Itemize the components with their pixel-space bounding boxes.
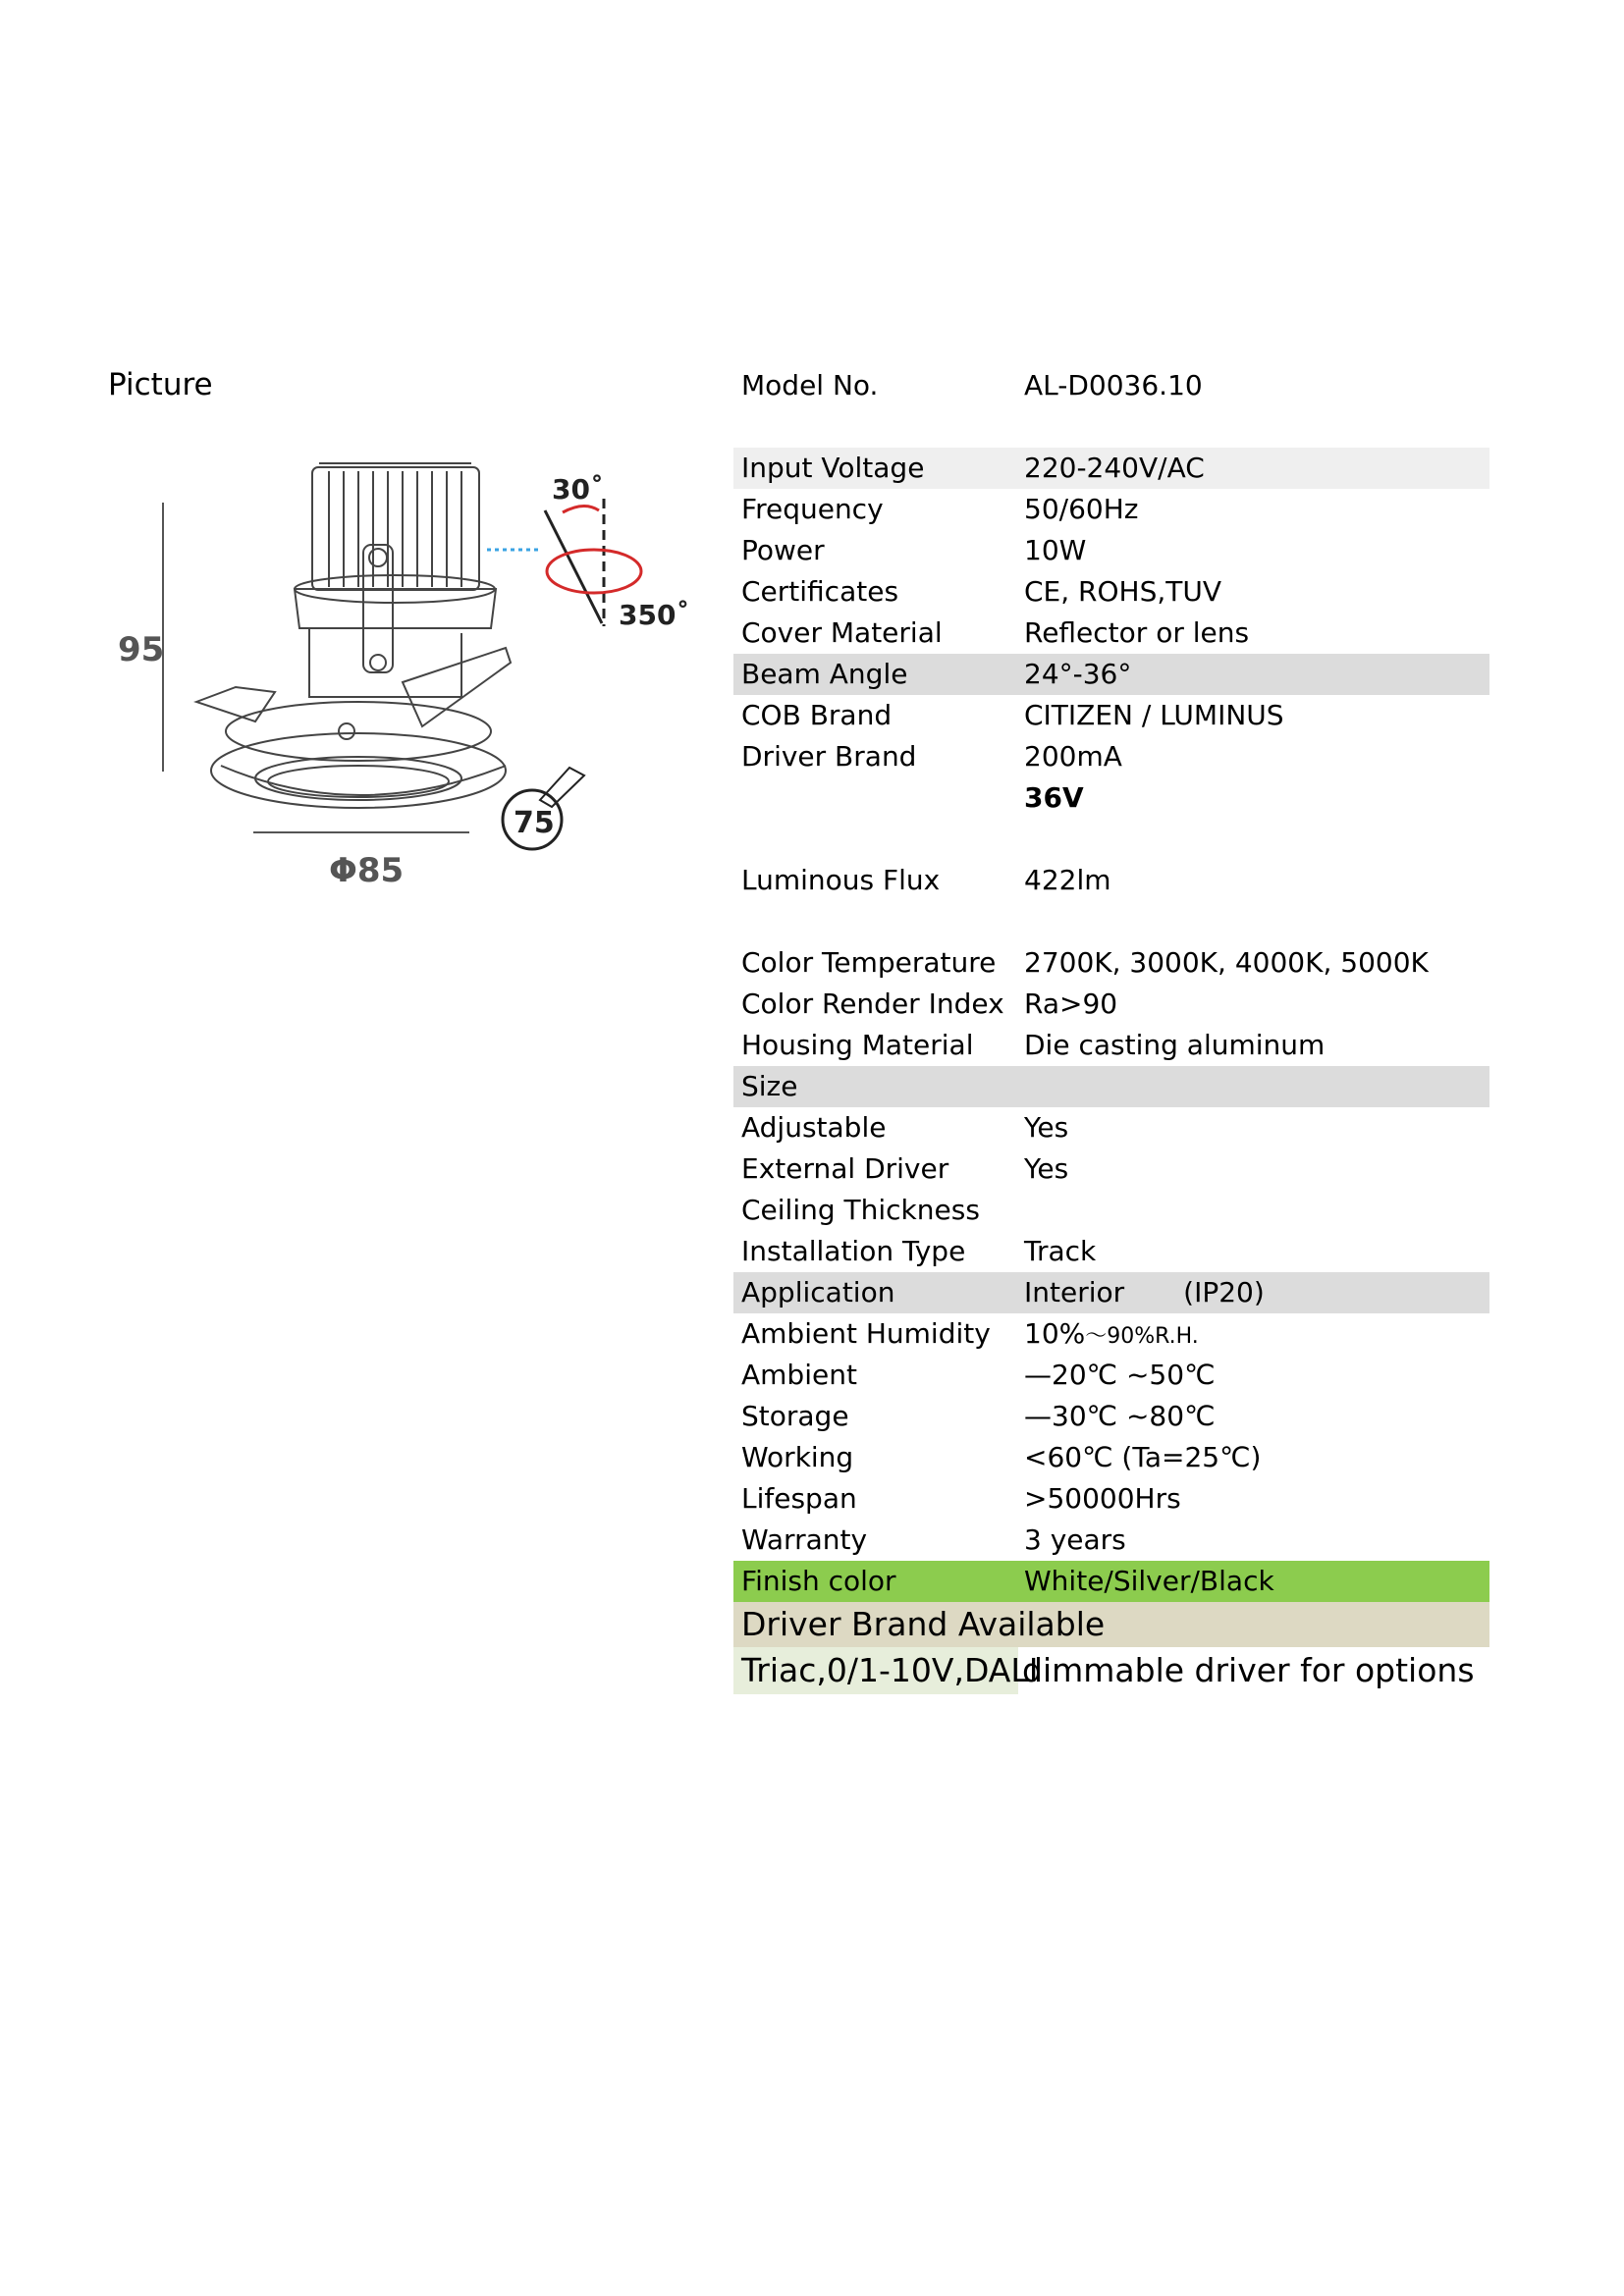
spec-row-input-voltage	[733, 448, 1489, 489]
spec-label: Application	[741, 1276, 895, 1308]
spec-row-luminous-flux	[733, 860, 1489, 901]
spec-label: Size	[741, 1070, 798, 1102]
lamp-body	[196, 545, 511, 726]
spec-value: 2700K, 3000K, 4000K, 5000K	[1024, 946, 1429, 979]
picture-label: Picture	[108, 367, 213, 402]
spec-value: Die casting aluminum	[1024, 1029, 1326, 1061]
spec-row-driver-available	[733, 1602, 1489, 1647]
spec-row-lifespan	[733, 1478, 1489, 1520]
application-value: Interior	[1024, 1276, 1125, 1308]
spec-row-cob-brand	[733, 695, 1489, 736]
spec-row-storage	[733, 1396, 1489, 1437]
rotation-label: 350˚	[619, 599, 690, 631]
spec-value: 24°-36°	[1024, 658, 1132, 690]
spec-row-working	[733, 1437, 1489, 1478]
spec-row-ceiling-thickness	[733, 1190, 1489, 1231]
spec-row-model	[733, 365, 1489, 406]
spec-value: Yes	[1024, 1152, 1069, 1185]
trim-ring	[211, 702, 506, 808]
ip-rating: (IP20)	[1183, 1276, 1265, 1308]
spec-row-adjustable	[733, 1107, 1489, 1148]
spec-label: Power	[741, 534, 825, 566]
spec-value	[1024, 1272, 1265, 1313]
spec-value: >50000Hrs	[1024, 1482, 1181, 1515]
spec-row-cri	[733, 984, 1489, 1025]
spec-value: dimmable driver for options	[1022, 1651, 1475, 1689]
spec-label: Color Temperature	[741, 946, 997, 979]
spec-value: 422lm	[1024, 864, 1111, 896]
spec-label: Ambient	[741, 1359, 857, 1391]
spec-row-beam-angle	[733, 654, 1489, 695]
spec-row-warranty	[733, 1520, 1489, 1561]
cutout-symbol	[503, 768, 584, 849]
tilt-line	[545, 510, 602, 623]
spec-value: Track	[1024, 1235, 1097, 1267]
spec-label: Lifespan	[741, 1482, 857, 1515]
spec-value: <60℃ (Ta=25℃)	[1024, 1441, 1262, 1473]
diameter-label: Φ85	[329, 851, 405, 890]
spec-row-frequency	[733, 489, 1489, 530]
spec-row-ambient	[733, 1355, 1489, 1396]
spec-label: Adjustable	[741, 1111, 887, 1144]
spec-label: Housing Material	[741, 1029, 974, 1061]
spec-label: Frequency	[741, 493, 884, 525]
spec-row-certificates	[733, 571, 1489, 613]
spec-label: COB Brand	[741, 699, 893, 731]
spec-row-size	[733, 1066, 1489, 1107]
spec-value: 200mA	[1024, 740, 1122, 773]
spec-table	[733, 365, 1489, 1694]
spec-label: Finish color	[741, 1565, 896, 1597]
spec-label: Color Render Index	[741, 988, 1004, 1020]
spec-row-housing-material	[733, 1025, 1489, 1066]
tilt-arrow	[563, 506, 599, 512]
spec-row-driver-brand	[733, 736, 1489, 777]
spec-label: Cover Material	[741, 616, 943, 649]
spec-value: CITIZEN / LUMINUS	[1024, 699, 1284, 731]
spec-value: 3 years	[1024, 1523, 1126, 1556]
spec-row-driver-voltage	[733, 777, 1489, 819]
humidity-min: 10%	[1024, 1317, 1086, 1350]
spec-value: 10W	[1024, 534, 1087, 566]
spec-label: Input Voltage	[741, 452, 925, 484]
spec-label: Luminous Flux	[741, 864, 941, 896]
spec-row-color-temperature	[733, 942, 1489, 984]
spec-row-external-driver	[733, 1148, 1489, 1190]
spec-row-dimming	[733, 1647, 1489, 1694]
spec-label: Driver Brand	[741, 740, 917, 773]
spec-label: Certificates	[741, 575, 899, 608]
spec-label: Warranty	[741, 1523, 868, 1556]
spec-row-finish-color	[733, 1561, 1489, 1602]
spec-label: Working	[741, 1441, 854, 1473]
spec-value: 220-240V/AC	[1024, 452, 1205, 484]
spec-label: Beam Angle	[741, 658, 908, 690]
spec-value: —30℃ ~80℃	[1024, 1400, 1216, 1432]
spec-value: 36V	[1024, 781, 1084, 814]
spec-row-ambient-humidity	[733, 1313, 1489, 1355]
heatsink	[312, 463, 479, 590]
spec-label: Ambient Humidity	[741, 1317, 991, 1350]
spec-value: Reflector or lens	[1024, 616, 1250, 649]
spec-label: External Driver	[741, 1152, 949, 1185]
height-label: 95	[118, 630, 165, 669]
spec-value: 50/60Hz	[1024, 493, 1139, 525]
spec-value: White/Silver/Black	[1024, 1565, 1274, 1597]
spec-row-installation-type	[733, 1231, 1489, 1272]
spec-label: Triac,0/1-10V,DALI	[741, 1651, 1039, 1689]
spec-value	[1024, 1313, 1199, 1358]
spec-value: AL-D0036.10	[1024, 369, 1203, 401]
cutout-label: 75	[514, 806, 555, 840]
spec-row-cover-material	[733, 613, 1489, 654]
spec-label: Storage	[741, 1400, 849, 1432]
spec-label: Driver Brand Available	[741, 1605, 1106, 1643]
spec-label: Installation Type	[741, 1235, 966, 1267]
spec-row-power	[733, 530, 1489, 571]
spec-label: Ceiling Thickness	[741, 1194, 980, 1226]
spec-row-application	[733, 1272, 1489, 1313]
spec-value: CE, ROHS,TUV	[1024, 575, 1222, 608]
product-drawing	[108, 442, 717, 903]
spec-label: Model No.	[741, 369, 879, 401]
humidity-max: ～90%R.H.	[1085, 1324, 1199, 1349]
rotation-arrow	[547, 550, 641, 593]
spec-value: Yes	[1024, 1111, 1069, 1144]
spec-value: —20℃ ~50℃	[1024, 1359, 1216, 1391]
tilt-label: 30˚	[552, 473, 604, 506]
spec-value: Ra>90	[1024, 988, 1118, 1020]
